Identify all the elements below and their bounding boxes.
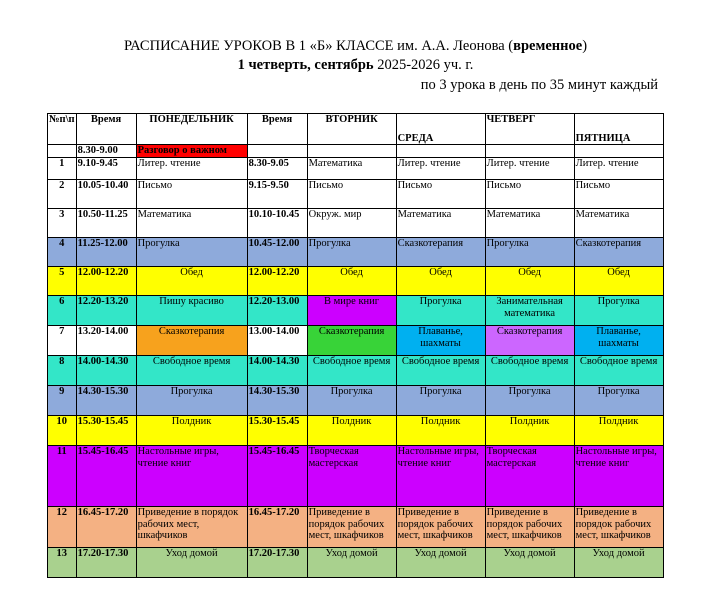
- row-num: 7: [48, 326, 77, 356]
- friday-cell: Приведение в порядок рабочих мест, шкафчиков: [574, 507, 663, 548]
- row-time: 14.30-15.30: [76, 386, 136, 416]
- wednesday-cell: Полдник: [396, 416, 485, 446]
- monday-cell: Пишу красиво: [136, 296, 247, 326]
- wednesday-cell: Уход домой: [396, 548, 485, 578]
- friday-cell: Прогулка: [574, 296, 663, 326]
- tuesday-cell: Обед: [307, 267, 396, 296]
- tuesday-cell: Прогулка: [307, 238, 396, 267]
- row-num: 9: [48, 386, 77, 416]
- row-time-2: 13.00-14.00: [247, 326, 307, 356]
- row-time: 8.30-9.00: [76, 145, 136, 158]
- wednesday-cell: Прогулка: [396, 296, 485, 326]
- header-row: [48, 114, 664, 145]
- header-num: №п\п: [48, 114, 77, 145]
- tuesday-cell: Письмо: [307, 180, 396, 209]
- friday-cell: Математика: [574, 209, 663, 238]
- table-row: [48, 158, 664, 180]
- row-time-2: 9.15-9.50: [247, 180, 307, 209]
- table-row: [48, 548, 664, 578]
- row-time-2: [247, 145, 307, 158]
- header-wednesday: СРЕДА: [396, 114, 485, 145]
- tuesday-cell: Математика: [307, 158, 396, 180]
- monday-cell: Сказкотерапия: [136, 326, 247, 356]
- schedule-table: [47, 113, 664, 578]
- monday-cell: Разговор о важном: [136, 145, 247, 158]
- monday-cell: Настольные игры, чтение книг: [136, 446, 247, 507]
- tuesday-cell: Окруж. мир: [307, 209, 396, 238]
- row-time: 16.45-17.20: [76, 507, 136, 548]
- thursday-cell: [485, 145, 574, 158]
- friday-cell: Сказкотерапия: [574, 238, 663, 267]
- tuesday-cell: Прогулка: [307, 386, 396, 416]
- monday-cell: Математика: [136, 209, 247, 238]
- thursday-cell: Занимательная математика: [485, 296, 574, 326]
- row-time: 9.10-9.45: [76, 158, 136, 180]
- table-row: [48, 416, 664, 446]
- table-row: [48, 326, 664, 356]
- tuesday-cell: Свободное время: [307, 356, 396, 386]
- friday-cell: Свободное время: [574, 356, 663, 386]
- thursday-cell: Прогулка: [485, 386, 574, 416]
- header-thursday: ЧЕТВЕРГ: [485, 114, 574, 145]
- tuesday-cell: Приведение в порядок рабочих мест, шкафчиков: [307, 507, 396, 548]
- monday-cell: Полдник: [136, 416, 247, 446]
- tuesday-cell: Полдник: [307, 416, 396, 446]
- monday-cell: Приведение в порядок рабочих мест, шкафчиков: [136, 507, 247, 548]
- row-time-2: 14.30-15.30: [247, 386, 307, 416]
- thursday-cell: Обед: [485, 267, 574, 296]
- wednesday-cell: Приведение в порядок рабочих мест, шкафчиков: [396, 507, 485, 548]
- row-num: 6: [48, 296, 77, 326]
- friday-cell: Прогулка: [574, 386, 663, 416]
- row-time-2: 17.20-17.30: [247, 548, 307, 578]
- row-time: 12.00-12.20: [76, 267, 136, 296]
- thursday-cell: Математика: [485, 209, 574, 238]
- row-num: 5: [48, 267, 77, 296]
- title-line-2: 1 четверть, сентябрь 2025-2026 уч. г.: [237, 57, 474, 73]
- wednesday-cell: Настольные игры, чтение книг: [396, 446, 485, 507]
- friday-cell: Плаванье, шахматы: [574, 326, 663, 356]
- table-row: [48, 238, 664, 267]
- row-time: 12.20-13.20: [76, 296, 136, 326]
- tuesday-cell: [307, 145, 396, 158]
- monday-cell: Прогулка: [136, 386, 247, 416]
- tuesday-cell: Сказкотерапия: [307, 326, 396, 356]
- row-time: 11.25-12.00: [76, 238, 136, 267]
- table-row: [48, 209, 664, 238]
- table-row: [48, 267, 664, 296]
- row-num: 1: [48, 158, 77, 180]
- friday-cell: Настольные игры, чтение книг: [574, 446, 663, 507]
- wednesday-cell: Прогулка: [396, 386, 485, 416]
- friday-cell: [574, 145, 663, 158]
- table-row: [48, 180, 664, 209]
- row-time: 15.30-15.45: [76, 416, 136, 446]
- tuesday-cell: Уход домой: [307, 548, 396, 578]
- wednesday-cell: Письмо: [396, 180, 485, 209]
- header-monday: ПОНЕДЕЛЬНИК: [136, 114, 247, 145]
- wednesday-cell: Литер. чтение: [396, 158, 485, 180]
- thursday-cell: Письмо: [485, 180, 574, 209]
- friday-cell: Обед: [574, 267, 663, 296]
- row-time-2: 10.10-10.45: [247, 209, 307, 238]
- row-time-2: 16.45-17.20: [247, 507, 307, 548]
- monday-cell: Литер. чтение: [136, 158, 247, 180]
- row-time: 10.50-11.25: [76, 209, 136, 238]
- row-num: 10: [48, 416, 77, 446]
- thursday-cell: Прогулка: [485, 238, 574, 267]
- row-time: 17.20-17.30: [76, 548, 136, 578]
- row-time-2: 14.00-14.30: [247, 356, 307, 386]
- friday-cell: Уход домой: [574, 548, 663, 578]
- header-friday: ПЯТНИЦА: [574, 114, 663, 145]
- tuesday-cell: Творческая мастерская: [307, 446, 396, 507]
- thursday-cell: Сказкотерапия: [485, 326, 574, 356]
- thursday-cell: Полдник: [485, 416, 574, 446]
- wednesday-cell: [396, 145, 485, 158]
- row-num: 4: [48, 238, 77, 267]
- wednesday-cell: Обед: [396, 267, 485, 296]
- wednesday-cell: Сказкотерапия: [396, 238, 485, 267]
- header-time-1: Время: [76, 114, 136, 145]
- header-tuesday: ВТОРНИК: [307, 114, 396, 145]
- header-time-2: Время: [247, 114, 307, 145]
- thursday-cell: Уход домой: [485, 548, 574, 578]
- monday-cell: Свободное время: [136, 356, 247, 386]
- table-row: [48, 386, 664, 416]
- row-num: 11: [48, 446, 77, 507]
- monday-cell: Прогулка: [136, 238, 247, 267]
- row-time-2: 8.30-9.05: [247, 158, 307, 180]
- schedule-title: [0, 36, 711, 95]
- row-time-2: 10.45-12.00: [247, 238, 307, 267]
- monday-cell: Обед: [136, 267, 247, 296]
- row-num: 3: [48, 209, 77, 238]
- title-line-3: по 3 урока в день по 35 минут каждый: [420, 77, 658, 93]
- tuesday-cell: В мире книг: [307, 296, 396, 326]
- wednesday-cell: Плаванье, шахматы: [396, 326, 485, 356]
- table-row: [48, 507, 664, 548]
- table-row: [48, 296, 664, 326]
- monday-cell: Письмо: [136, 180, 247, 209]
- row-num: 12: [48, 507, 77, 548]
- row-time: 14.00-14.30: [76, 356, 136, 386]
- friday-cell: Письмо: [574, 180, 663, 209]
- row-time: 15.45-16.45: [76, 446, 136, 507]
- row-num: 8: [48, 356, 77, 386]
- row-time-2: 12.00-12.20: [247, 267, 307, 296]
- friday-cell: Полдник: [574, 416, 663, 446]
- thursday-cell: Творческая мастерская: [485, 446, 574, 507]
- friday-cell: Литер. чтение: [574, 158, 663, 180]
- thursday-cell: Свободное время: [485, 356, 574, 386]
- row-time-2: 12.20-13.00: [247, 296, 307, 326]
- wednesday-cell: Математика: [396, 209, 485, 238]
- row-time: 13.20-14.00: [76, 326, 136, 356]
- table-row: [48, 446, 664, 507]
- row-num: 13: [48, 548, 77, 578]
- row-time-2: 15.30-15.45: [247, 416, 307, 446]
- title-line-1: РАСПИСАНИЕ УРОКОВ В 1 «Б» КЛАССЕ им. А.А. Леонова (временное): [123, 38, 588, 54]
- row-time: 10.05-10.40: [76, 180, 136, 209]
- table-row: [48, 145, 664, 158]
- monday-cell: Уход домой: [136, 548, 247, 578]
- thursday-cell: Приведение в порядок рабочих мест, шкафчиков: [485, 507, 574, 548]
- row-time-2: 15.45-16.45: [247, 446, 307, 507]
- wednesday-cell: Свободное время: [396, 356, 485, 386]
- row-num: [48, 145, 77, 158]
- row-num: 2: [48, 180, 77, 209]
- thursday-cell: Литер. чтение: [485, 158, 574, 180]
- table-row: [48, 356, 664, 386]
